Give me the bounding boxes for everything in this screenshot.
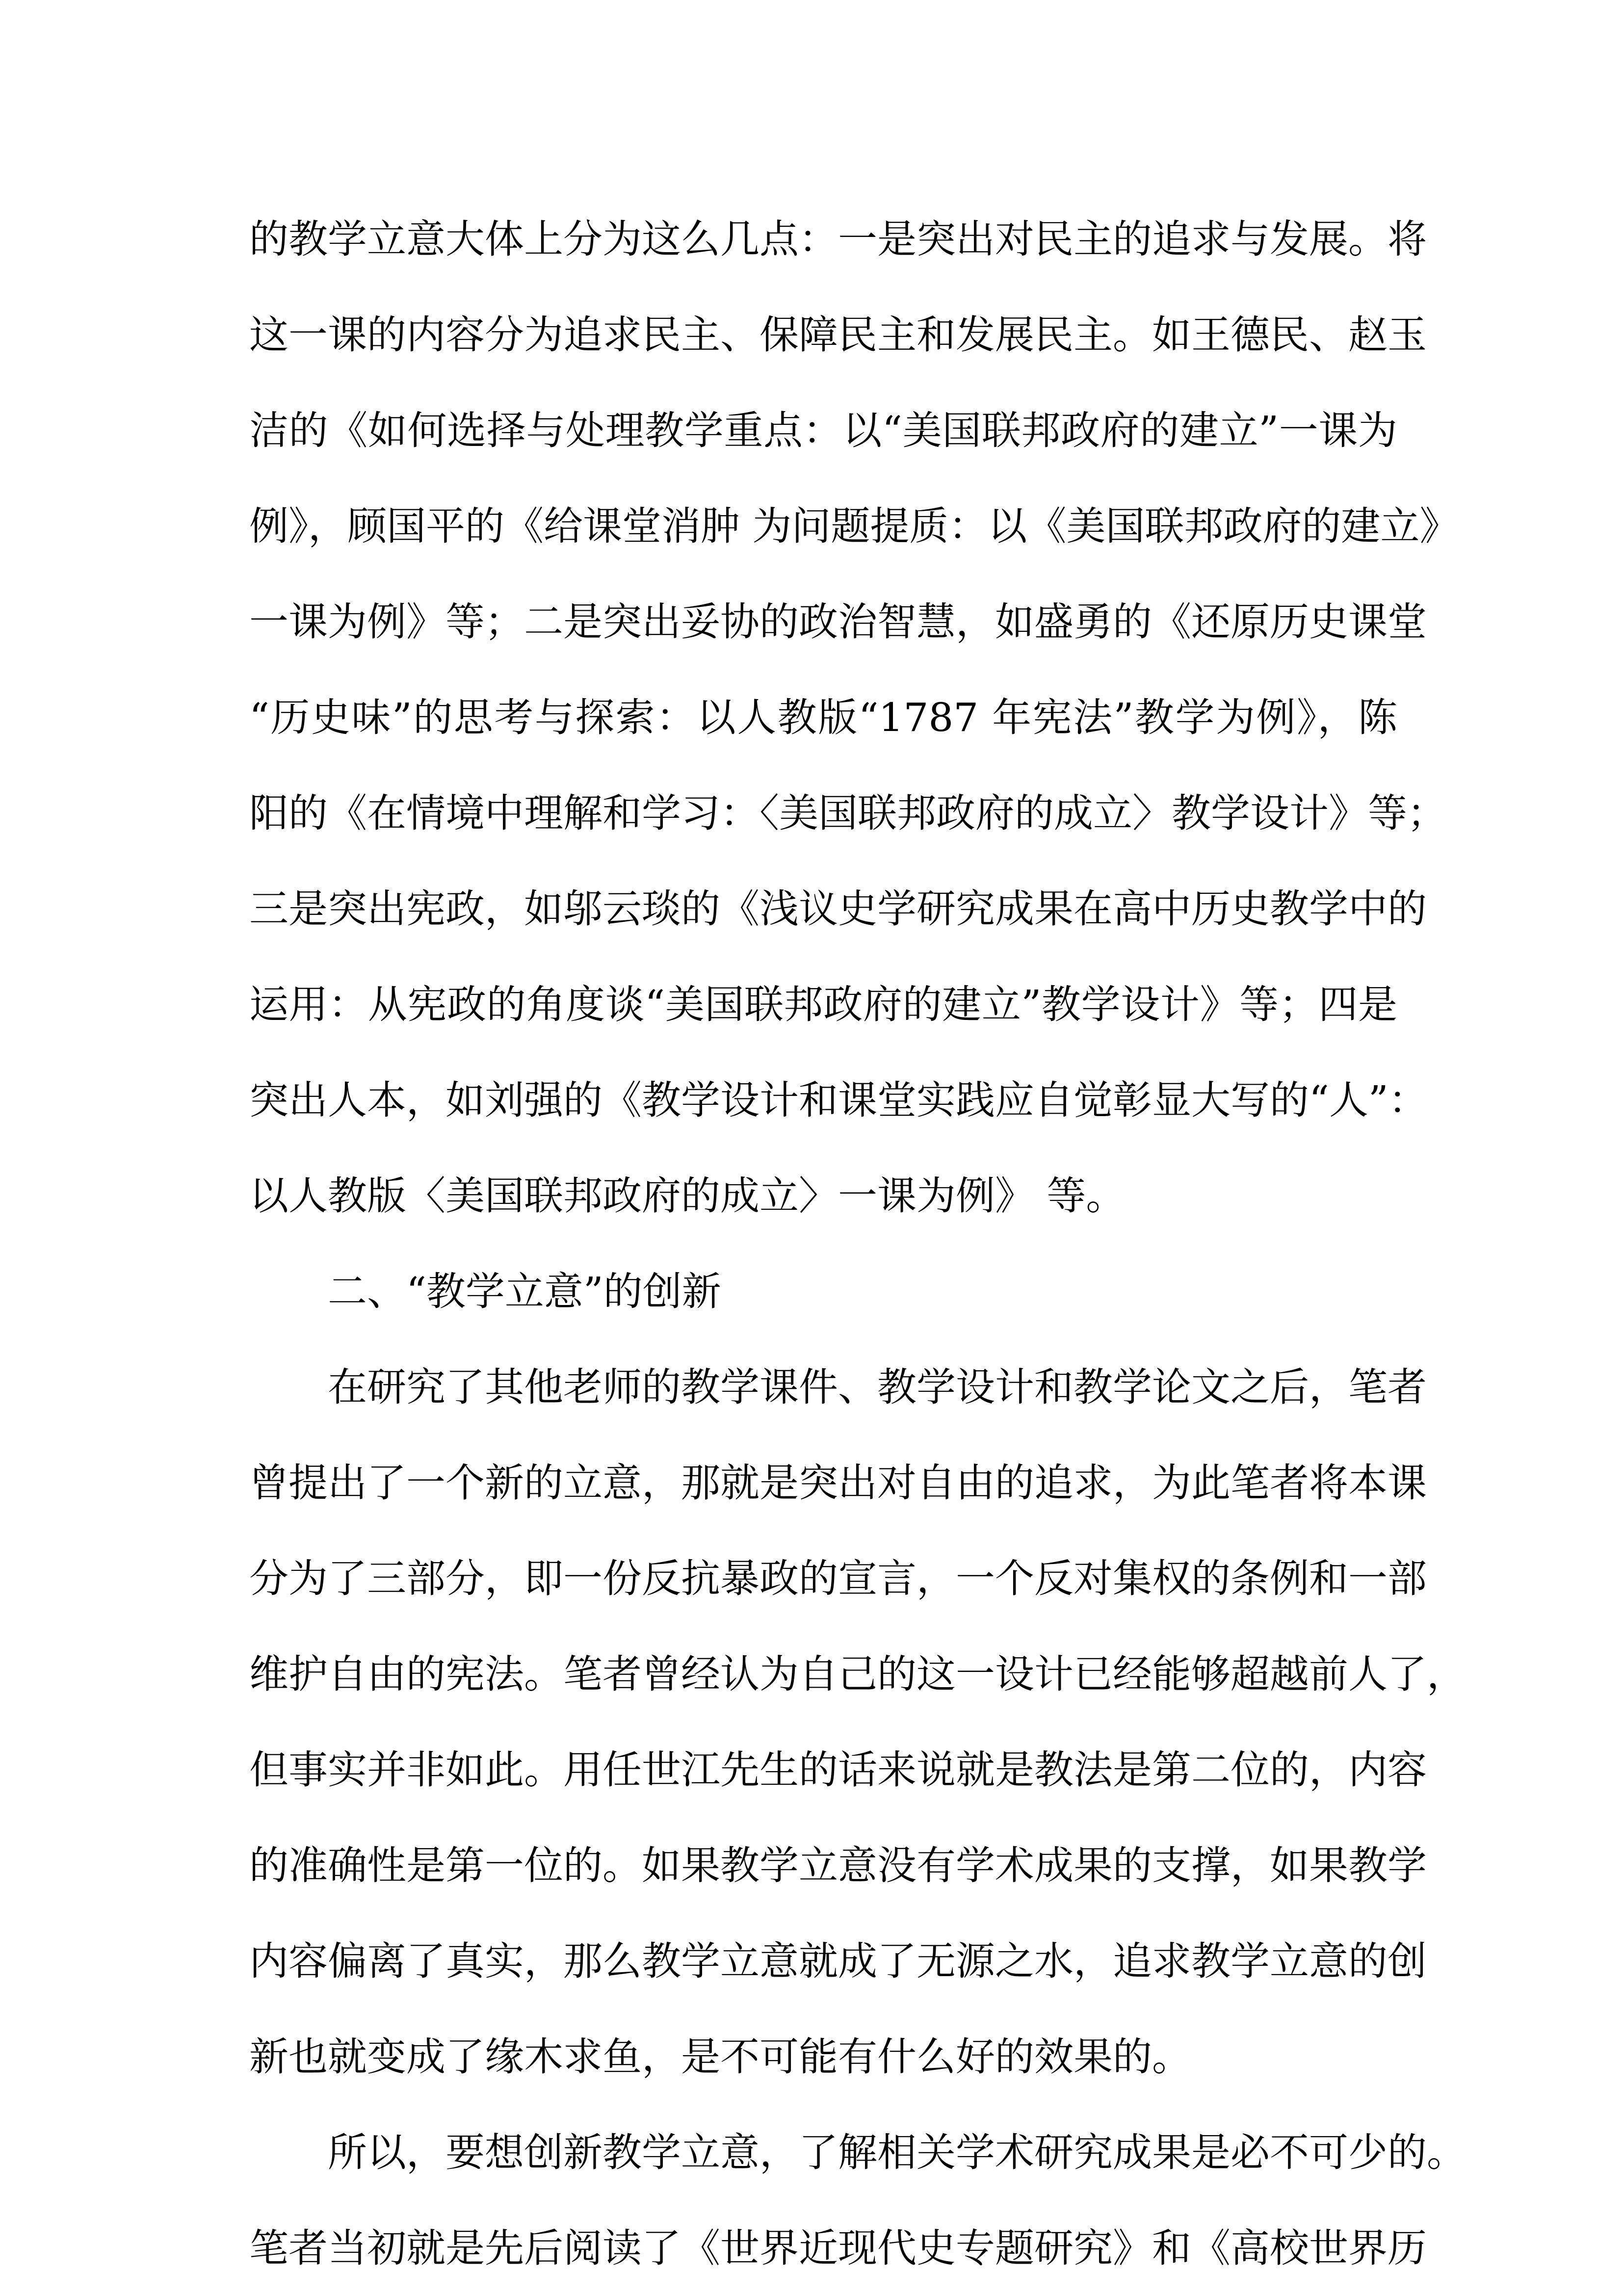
paragraph-line: 洁的《如何选择与处理教学重点：以“美国联邦政府的建立”一课为 (249, 408, 1397, 453)
paragraph-line: 阳的《在情境中理解和学习：〈美国联邦政府的成立〉教学设计》等； (249, 790, 1446, 836)
paragraph-line: 内容偏离了真实，那么教学立意就成了无源之水，追求教学立意的创 (249, 1938, 1427, 1984)
paragraph-line: 曾提出了一个新的立意，那就是突出对自由的追求，为此笔者将本课 (249, 1460, 1427, 1506)
paragraph-line: 以人教版〈美国联邦政府的成立〉一课为例》 等。 (249, 1173, 1126, 1219)
paragraph-line: 突出人本，如刘强的《教学设计和课堂实践应自觉彰显大写的“人”： (249, 1077, 1428, 1123)
paragraph-line: 的准确性是第一位的。如果教学立意没有学术成果的支撑，如果教学 (249, 1843, 1427, 1888)
paragraph-line: 但事实并非如此。用任世江先生的话来说就是教法是第二位的，内容 (249, 1747, 1427, 1793)
paragraph-line: 所以，要想创新教学立意，了解相关学术研究成果是必不可少的。 (328, 2130, 1466, 2175)
paragraph-line: 运用：从宪政的角度谈“美国联邦政府的建立”教学设计》等；四是 (249, 982, 1397, 1027)
paragraph-line: 在研究了其他老师的教学课件、教学设计和教学论文之后，笔者 (328, 1364, 1427, 1410)
paragraph-line: 新也就变成了缘木求鱼，是不可能有什么好的效果的。 (249, 2034, 1191, 2080)
section-heading: 二、“教学立意”的创新 (328, 1269, 721, 1314)
paragraph-line: “历史味”的思考与探索：以人教版“1787 年宪法”教学为例》，陈 (249, 695, 1397, 740)
paragraph-line: 分为了三部分，即一份反抗暴政的宣言，一个反对集权的条例和一部 (249, 1556, 1427, 1601)
paragraph-line: 的教学立意大体上分为这么几点：一是突出对民主的追求与发展。将 (249, 216, 1427, 262)
paragraph-line: 笔者当初就是先后阅读了《世界近现代史专题研究》和《高校世界历 (249, 2225, 1427, 2271)
paragraph-line: 维护自由的宪法。笔者曾经认为自己的这一设计已经能够超越前人了， (249, 1651, 1466, 1697)
paragraph-line: 例》，顾国平的《给课堂消肿 为问题提质：以《美国联邦政府的建立》 (249, 503, 1459, 549)
paragraph-line: 三是突出宪政，如邬云琰的《浅议史学研究成果在高中历史教学中的 (249, 886, 1427, 932)
document-body (249, 191, 1466, 2296)
paragraph-line: 这一课的内容分为追求民主、保障民主和发展民主。如王德民、赵玉 (249, 312, 1427, 358)
paragraph-line: 一课为例》等；二是突出妥协的政治智慧，如盛勇的《还原历史课堂 (249, 599, 1427, 645)
